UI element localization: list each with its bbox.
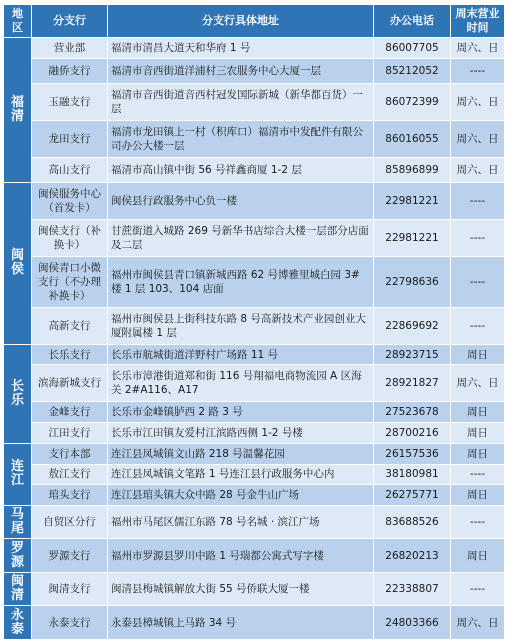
- phone-cell: 26820213: [374, 539, 451, 572]
- region-cell: 福清: [4, 38, 32, 183]
- address-cell: 福州市闽侯县青口镇新城西路 62 号博雅里城白园 3#楼 1 层 103、104 店面: [108, 257, 374, 308]
- header-phone: 办公电话: [374, 5, 451, 38]
- table-row: [4, 58, 505, 83]
- weekend-hours-cell: 周六、日: [451, 606, 505, 640]
- header-branch: 分支行: [32, 5, 108, 38]
- region-cell: 罗源: [4, 539, 32, 572]
- branch-name-cell: 敖江支行: [32, 464, 108, 485]
- weekend-hours-cell: 周日: [451, 344, 505, 365]
- phone-cell: 86072399: [374, 84, 451, 121]
- address-cell: 连江县凤城镇文山路 218 号温馨花园: [108, 443, 374, 464]
- region-cell: 连江: [4, 443, 32, 505]
- weekend-hours-cell: 周日: [451, 443, 505, 464]
- weekend-hours-cell: ----: [451, 220, 505, 257]
- branch-name-cell: 高新支行: [32, 307, 108, 344]
- phone-cell: 24803366: [374, 606, 451, 640]
- branch-table: [3, 4, 505, 640]
- address-cell: 福清市音西街道洋浦村三农服务中心大厦一层: [108, 58, 374, 83]
- phone-cell: 28921827: [374, 365, 451, 402]
- address-cell: 福清市音西街道音西村冠发国际新城（新华都百货）一层: [108, 84, 374, 121]
- table-row: [4, 464, 505, 485]
- branch-name-cell: 龙田支行: [32, 121, 108, 158]
- branch-name-cell: 永泰支行: [32, 606, 108, 640]
- weekend-hours-cell: 周六、日: [451, 121, 505, 158]
- table-row: [4, 84, 505, 121]
- region-cell: 闽侯: [4, 183, 32, 344]
- phone-cell: 27523678: [374, 402, 451, 423]
- table-row: [4, 121, 505, 158]
- weekend-hours-cell: ----: [451, 257, 505, 308]
- branch-name-cell: 闽侯支行（补换卡）: [32, 220, 108, 257]
- phone-cell: 85212052: [374, 58, 451, 83]
- branch-name-cell: 自贸区分行: [32, 506, 108, 539]
- phone-cell: 22981221: [374, 183, 451, 220]
- branch-name-cell: 营业部: [32, 38, 108, 59]
- table-row: [4, 572, 505, 605]
- region-cell: 马尾: [4, 506, 32, 539]
- branch-name-cell: 高山支行: [32, 157, 108, 182]
- branch-name-cell: 江田支行: [32, 423, 108, 444]
- phone-cell: 28923715: [374, 344, 451, 365]
- address-cell: 闽清县梅城镇解放大街 55 号侨联大厦一楼: [108, 572, 374, 605]
- phone-cell: 22869692: [374, 307, 451, 344]
- phone-cell: 22981221: [374, 220, 451, 257]
- phone-cell: 85896899: [374, 157, 451, 182]
- table-row: [4, 506, 505, 539]
- table-row: [4, 606, 505, 640]
- address-cell: 福清市清昌大道天和华府 1 号: [108, 38, 374, 59]
- phone-cell: 28700216: [374, 423, 451, 444]
- address-cell: 福清市高山镇中街 56 号祥鑫商厦 1-2 层: [108, 157, 374, 182]
- address-cell: 连江县琯头镇大众中路 28 号金牛山广场: [108, 485, 374, 506]
- weekend-hours-cell: 周六、日: [451, 365, 505, 402]
- table-row: [4, 365, 505, 402]
- region-cell: 永泰: [4, 606, 32, 640]
- branch-name-cell: 闽清支行: [32, 572, 108, 605]
- phone-cell: 38180981: [374, 464, 451, 485]
- address-cell: 永泰县樟城镇上马路 34 号: [108, 606, 374, 640]
- table-row: [4, 539, 505, 572]
- table-row: [4, 307, 505, 344]
- weekend-hours-cell: 周六、日: [451, 84, 505, 121]
- weekend-hours-cell: ----: [451, 572, 505, 605]
- address-cell: 长乐市漳港街道郑和街 116 号翔福电商物流园 A 区海关 2#A116、A17: [108, 365, 374, 402]
- weekend-hours-cell: 周日: [451, 402, 505, 423]
- address-cell: 福州市罗源县罗川中路 1 号瑞都公寓式写字楼: [108, 539, 374, 572]
- region-cell: 闽清: [4, 572, 32, 605]
- header-hours: 周末营业时间: [451, 5, 505, 38]
- table-row: [4, 402, 505, 423]
- branch-name-cell: 玉融支行: [32, 84, 108, 121]
- address-cell: 福州市闽侯县上街科技东路 8 号高新技术产业园创业大厦附属楼 1 层: [108, 307, 374, 344]
- table-row: [4, 38, 505, 59]
- weekend-hours-cell: ----: [451, 307, 505, 344]
- weekend-hours-cell: 周六、日: [451, 157, 505, 182]
- table-row: [4, 157, 505, 182]
- phone-cell: 22338807: [374, 572, 451, 605]
- address-cell: 长乐市金峰镇胪西 2 路 3 号: [108, 402, 374, 423]
- phone-cell: 86007705: [374, 38, 451, 59]
- phone-cell: 22798636: [374, 257, 451, 308]
- header-address: 分支行具体地址: [108, 5, 374, 38]
- address-cell: 连江县凤城镇文笔路 1 号连江县行政服务中心内: [108, 464, 374, 485]
- phone-cell: 83688526: [374, 506, 451, 539]
- branch-name-cell: 闽侯青口小微支行（不办理补换卡）: [32, 257, 108, 308]
- weekend-hours-cell: 周日: [451, 539, 505, 572]
- table-row: [4, 423, 505, 444]
- weekend-hours-cell: 周日: [451, 485, 505, 506]
- header-region: 地区: [4, 5, 32, 38]
- table-row: [4, 257, 505, 308]
- phone-cell: 26275771: [374, 485, 451, 506]
- weekend-hours-cell: 周日: [451, 423, 505, 444]
- table-body: [4, 38, 505, 640]
- branch-name-cell: 支行本部: [32, 443, 108, 464]
- table-row: [4, 344, 505, 365]
- weekend-hours-cell: ----: [451, 183, 505, 220]
- address-cell: 长乐市江田镇友爱村江滨路西侧 1-2 号楼: [108, 423, 374, 444]
- weekend-hours-cell: ----: [451, 506, 505, 539]
- weekend-hours-cell: ----: [451, 464, 505, 485]
- weekend-hours-cell: 周六、日: [451, 38, 505, 59]
- table-row: [4, 443, 505, 464]
- branch-name-cell: 琯头支行: [32, 485, 108, 506]
- table-row: [4, 220, 505, 257]
- phone-cell: 26157536: [374, 443, 451, 464]
- address-cell: 长乐市航城街道洋野村广场路 11 号: [108, 344, 374, 365]
- branch-name-cell: 闽侯服务中心（首发卡）: [32, 183, 108, 220]
- address-cell: 福州市马尾区儒江东路 78 号名城 · 滨江广场: [108, 506, 374, 539]
- address-cell: 闽侯县行政服务中心负一楼: [108, 183, 374, 220]
- branch-name-cell: 滨海新城支行: [32, 365, 108, 402]
- branch-name-cell: 罗源支行: [32, 539, 108, 572]
- table-row: [4, 485, 505, 506]
- table-row: [4, 183, 505, 220]
- phone-cell: 86016055: [374, 121, 451, 158]
- branch-name-cell: 金峰支行: [32, 402, 108, 423]
- branch-name-cell: 长乐支行: [32, 344, 108, 365]
- weekend-hours-cell: ----: [451, 58, 505, 83]
- table-header-row: [4, 5, 505, 38]
- address-cell: 甘蔗街道入城路 269 号新华书店综合大楼一层部分店面及二层: [108, 220, 374, 257]
- address-cell: 福清市龙田镇上一村（积库口）福清市中发配件有限公司办公大楼一层: [108, 121, 374, 158]
- region-cell: 长乐: [4, 344, 32, 443]
- branch-name-cell: 融侨支行: [32, 58, 108, 83]
